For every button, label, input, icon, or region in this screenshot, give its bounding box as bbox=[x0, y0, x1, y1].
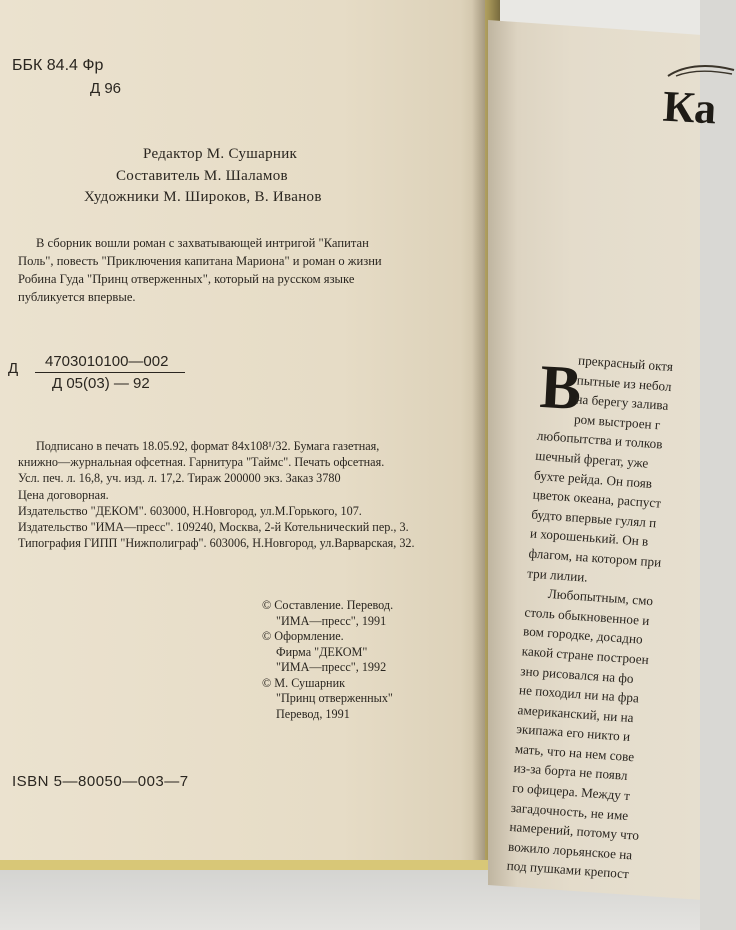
annotation-paragraph bbox=[18, 234, 382, 306]
body-line: загадочность, не име bbox=[510, 799, 629, 823]
compiler-credit: Составитель М. Шаламов bbox=[116, 168, 288, 184]
body-line: будто впервые гулял п bbox=[530, 506, 657, 531]
body-line: столь обыкновенное и bbox=[524, 604, 650, 628]
copyright-line: Фирма "ДЕКОМ" bbox=[276, 644, 368, 659]
imprint-line: Подписано в печать 18.05.92, формат 84x108¹/32. Бумага газетная, bbox=[36, 439, 380, 453]
body-line: под пушками крепост bbox=[506, 858, 630, 882]
body-line: не походил ни на фра bbox=[518, 682, 640, 706]
imprint-line: Издательство "ИМА—пресс". 109240, Москва, 2-й Котельнический пер., 3. bbox=[18, 520, 409, 535]
body-line: намерений, потому что bbox=[509, 819, 640, 844]
copyright-line: "Принц отверженных" bbox=[276, 691, 393, 705]
author-mark: Д 96 bbox=[90, 80, 122, 97]
annotation-line: Поль", повесть "Приключения капитана Мариона" и роман о жизни bbox=[18, 254, 382, 268]
index-letter: Д bbox=[8, 360, 19, 377]
copyright-line: © М. Сушарник bbox=[262, 675, 346, 690]
artists-credit: Художники М. Широков, В. Иванов bbox=[84, 189, 322, 205]
body-line: вом городке, досадно bbox=[522, 623, 644, 647]
index-denominator: Д 05(03) — 92 bbox=[52, 375, 150, 392]
body-line: и хорошенький. Он в bbox=[529, 525, 649, 550]
chapter-heading: Ка bbox=[661, 81, 718, 134]
body-line: бухте рейда. Он появ bbox=[533, 467, 653, 491]
annotation-line: публикуется впервые. bbox=[18, 290, 136, 304]
body-line: го офицера. Между т bbox=[511, 780, 631, 804]
body-line: ром выстроен г bbox=[573, 411, 661, 433]
index-fraction-line bbox=[35, 372, 185, 373]
imprint-line: Усл. печ. л. 16,8, уч. изд. л. 17,2. Тираж 200000 экз. Заказ 3780 bbox=[18, 471, 341, 486]
imprint-line: Издательство "ДЕКОМ". 603000, Н.Новгород, ул.М.Горького, 107. bbox=[18, 503, 362, 518]
body-line: флагом, на котором при bbox=[528, 545, 662, 570]
imprint-block bbox=[18, 438, 415, 551]
body-line: Любопытным, смо bbox=[547, 586, 654, 609]
copyright-line: © Оформление. bbox=[262, 629, 344, 643]
copyright-line: "ИМА—пресс", 1991 bbox=[276, 613, 387, 628]
isbn: ISBN 5—80050—003—7 bbox=[12, 773, 189, 790]
body-line: из-за борта не появл bbox=[513, 760, 629, 784]
body-line: вожило лорьянское на bbox=[507, 838, 633, 863]
drop-cap: В bbox=[538, 352, 584, 424]
body-line: на берегу залива bbox=[574, 391, 669, 414]
index-numerator: 4703010100—002 bbox=[45, 353, 169, 370]
annotation-line: Робина Гуда "Принц отверженных", который на русском языке bbox=[18, 272, 355, 286]
imprint-line: Цена договорная. bbox=[18, 487, 109, 502]
copyright-line: © Составление. Перевод. bbox=[262, 598, 394, 612]
body-line: три лилии. bbox=[526, 565, 589, 585]
body-line: зно рисовался на фо bbox=[519, 662, 635, 686]
right-page-area bbox=[488, 0, 718, 930]
body-line: любопытства и толков bbox=[536, 428, 663, 452]
body-line: мать, что на нем сове bbox=[514, 740, 635, 765]
copyright-line: "ИМА—пресс", 1992 bbox=[276, 660, 387, 674]
ornament-icon bbox=[666, 62, 736, 80]
annotation-line: В сборник вошли роман с захватывающей интригой "Капитан bbox=[36, 236, 369, 250]
bbk-code: ББК 84.4 Фр bbox=[12, 57, 104, 74]
imprint-line: Типография ГИПП "Нижполиграф". 603006, Н.Новгород, ул.Варварская, 32. bbox=[18, 536, 415, 551]
imprint-line: книжно—журнальная офсетная. Гарнитура "Таймс". Печать офсетная. bbox=[18, 455, 385, 470]
body-line: шечный фрегат, уже bbox=[534, 447, 649, 471]
body-line: цветок океана, распуст bbox=[532, 486, 662, 511]
body-line: американский, ни на bbox=[517, 701, 635, 725]
body-line: какой стране построен bbox=[521, 643, 650, 668]
body-line: экипажа его никто и bbox=[515, 721, 631, 745]
body-line: прекрасный октя bbox=[577, 352, 674, 375]
copyright-line: Перевод, 1991 bbox=[276, 706, 350, 721]
editor-credit: Редактор М. Сушарник bbox=[143, 146, 298, 162]
copyright-block bbox=[262, 598, 393, 722]
body-line: пытные из небол bbox=[576, 372, 673, 394]
